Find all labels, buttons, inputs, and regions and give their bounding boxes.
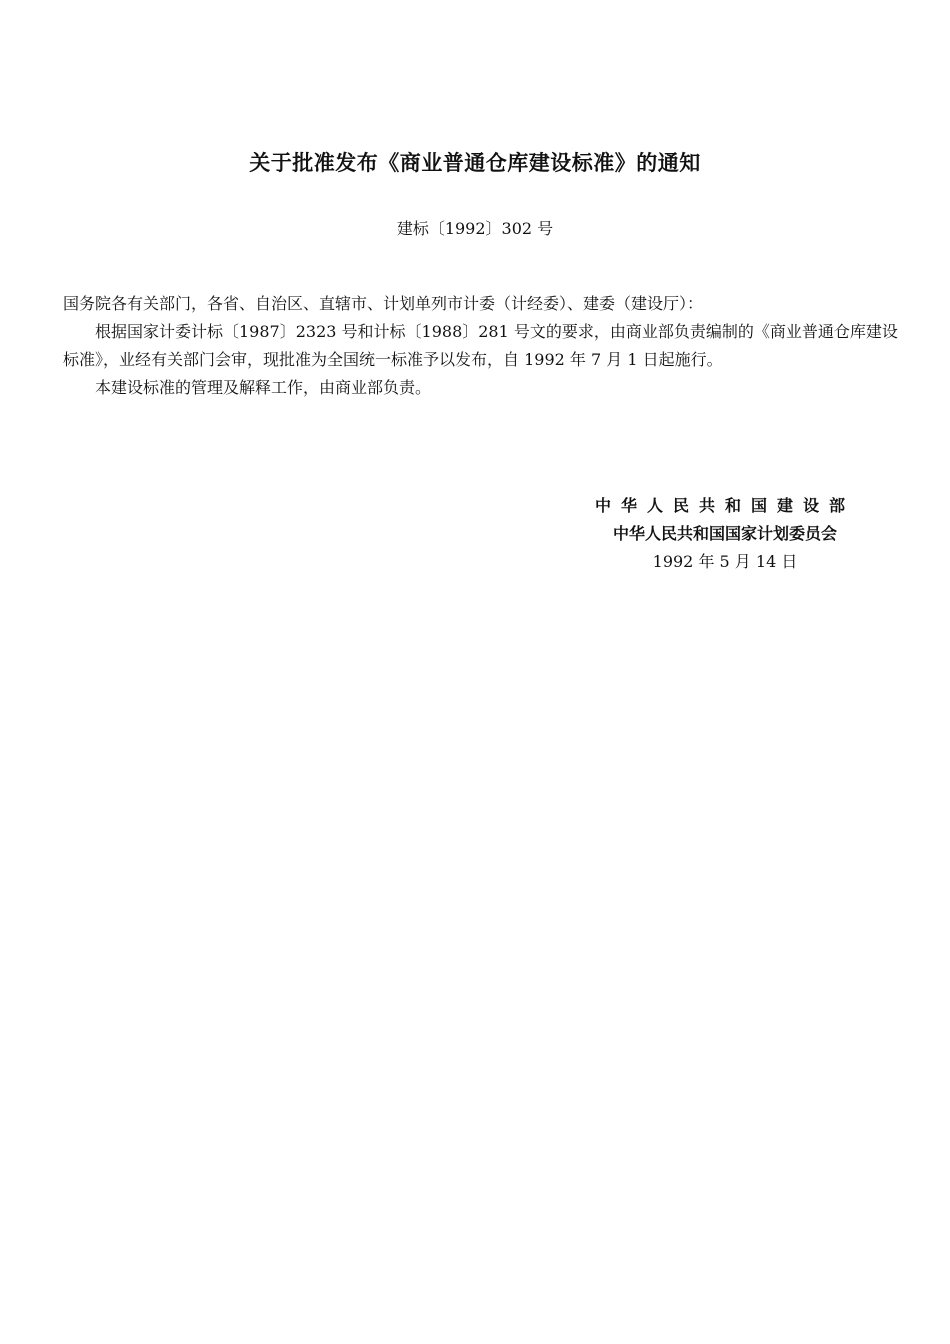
document-number: 建标〔1992〕302 号 [396,219,554,238]
issuer-ministry-construction: 中华人民共和国建设部 [594,496,855,515]
body-paragraph: 根据国家计委计标〔1987〕2323 号和计标〔1988〕281 号文的要求，由商业部负责编制的《商业普通仓库建设标准》，业经有关部门会审，现批准为全国统一标准予以发布，自 1992 年 7 月 1 日起施行。 [63,322,898,369]
document-title: 关于批准发布《商业普通仓库建设标准》的通知 [249,151,701,175]
signature-block [560,492,890,576]
issuer-state-planning-commission: 中华人民共和国国家计划委员会 [612,524,837,543]
body-paragraph: 本建设标准的管理及解释工作，由商业部负责。 [95,378,432,397]
addressee-line: 国务院各有关部门，各省、自治区、直辖市、计划单列市计委（计经委）、建委（建设厅）： [63,294,704,313]
issue-date: 1992 年 5 月 14 日 [652,552,798,571]
document-body [63,290,903,402]
